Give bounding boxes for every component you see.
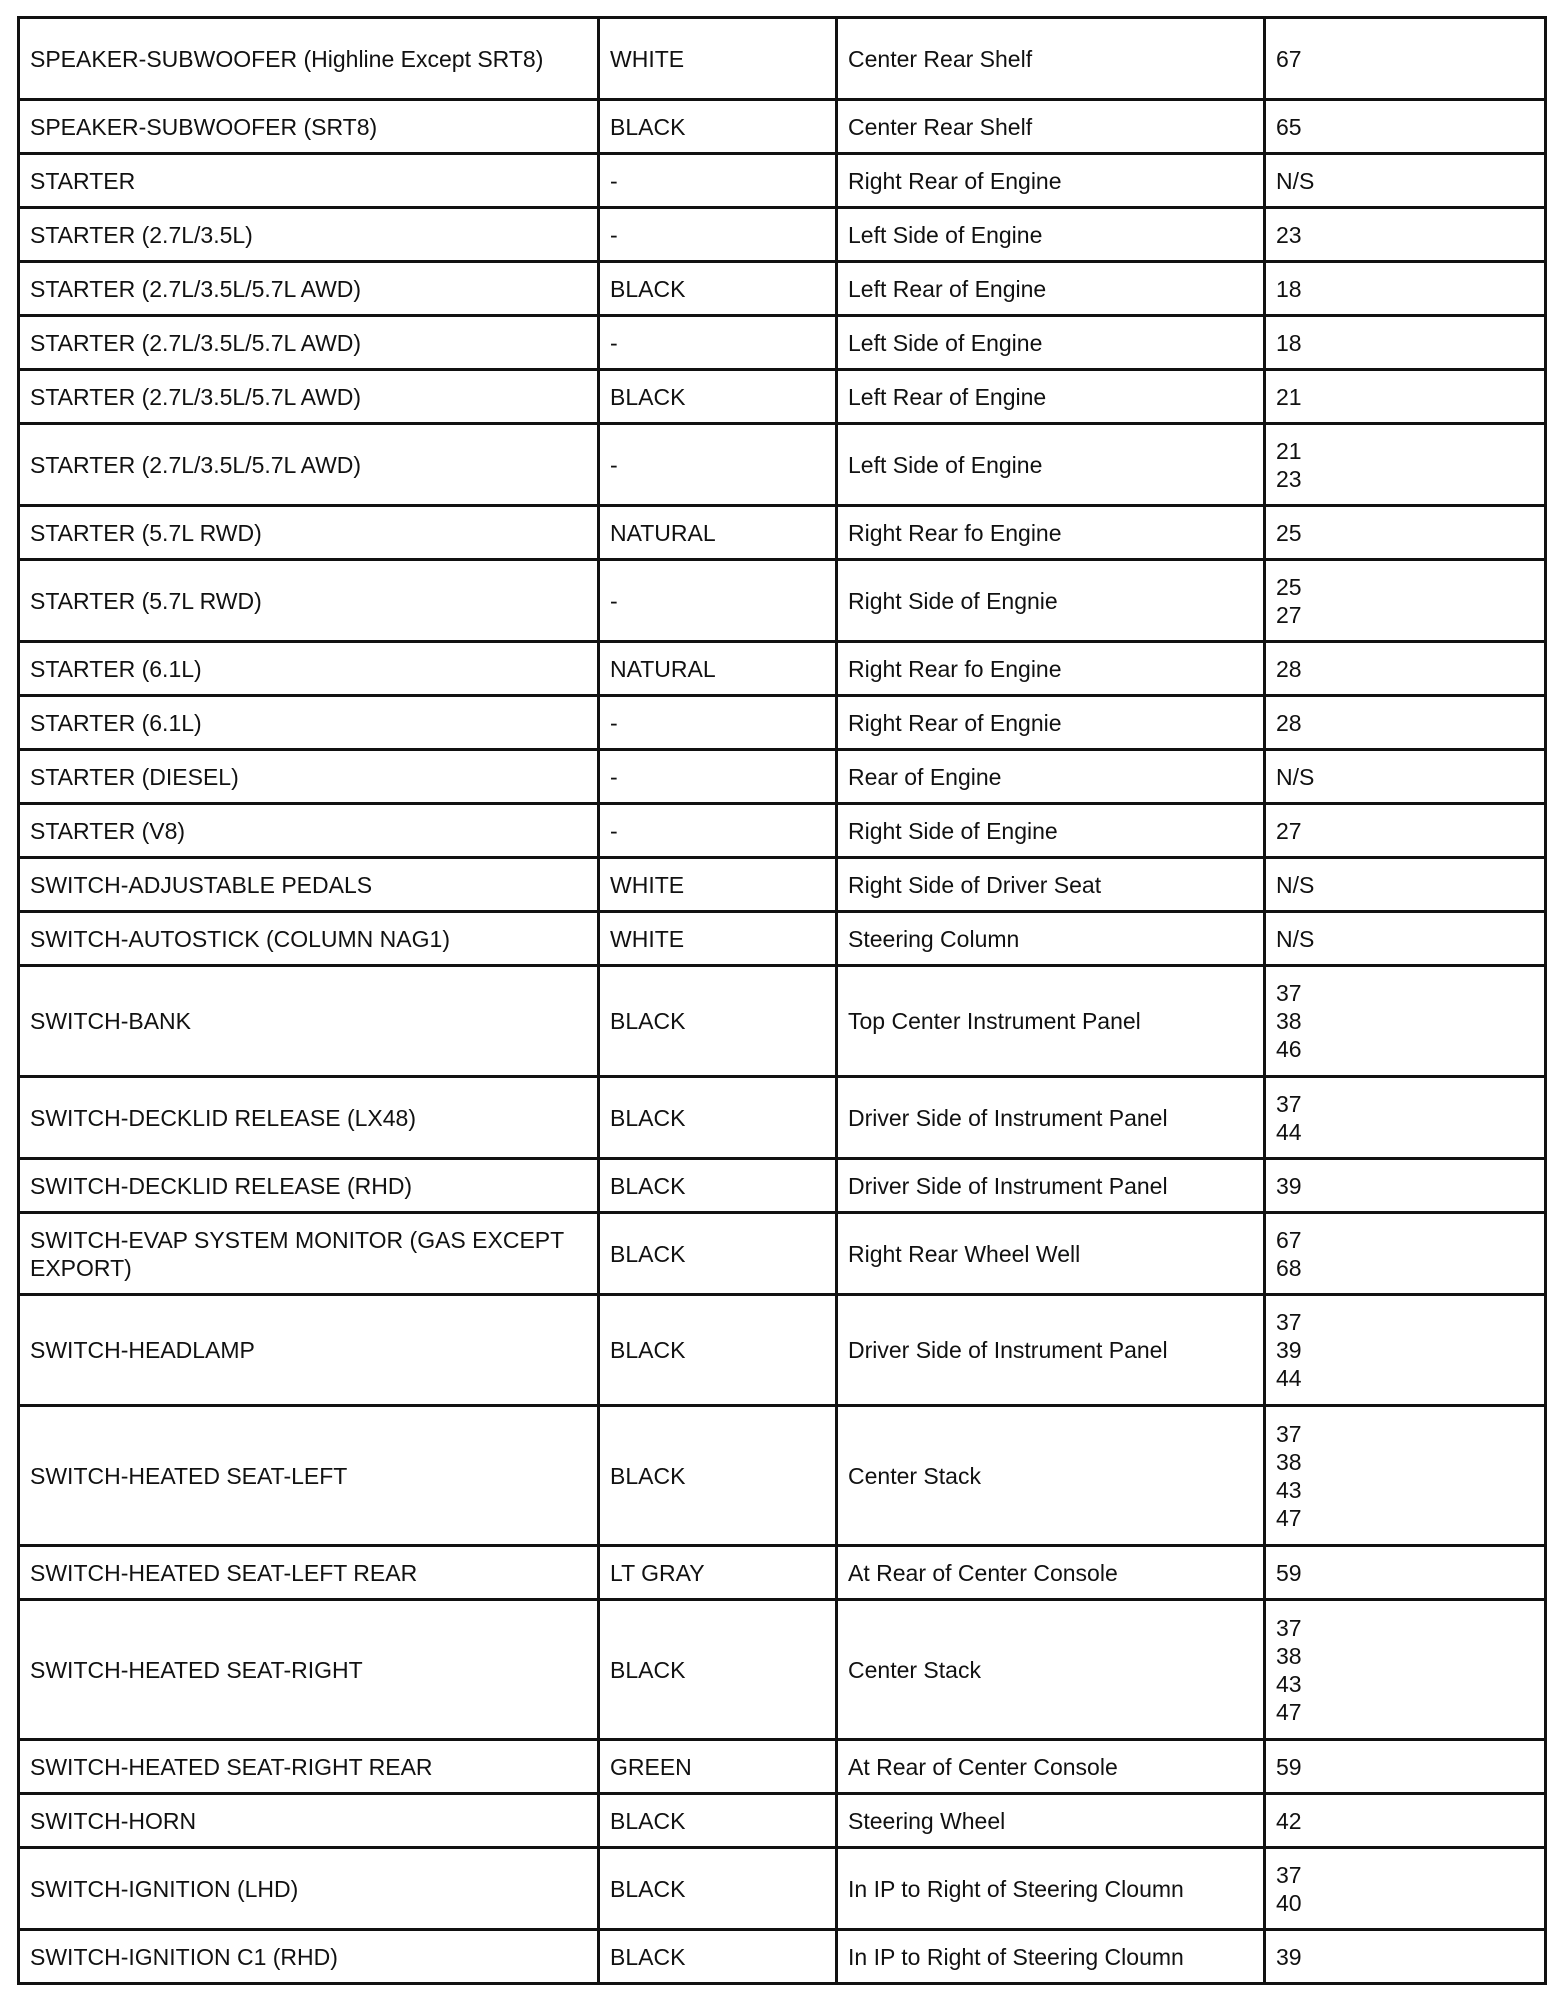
figure-number: 47 <box>1276 1504 1302 1531</box>
table-body <box>19 18 1546 1984</box>
connector-figure-cell <box>1265 1848 1546 1930</box>
figure-number: 37 <box>1276 1614 1302 1641</box>
connector-figure-cell <box>1265 370 1546 424</box>
figure-number: 43 <box>1276 1670 1302 1697</box>
connector-color-cell: BLACK <box>599 1077 837 1159</box>
connector-figure-cell <box>1265 1406 1546 1546</box>
connector-location-cell: Right Side of Engine <box>837 804 1265 858</box>
table-row <box>19 858 1546 912</box>
connector-name-cell: STARTER (2.7L/3.5L/5.7L AWD) <box>19 316 599 370</box>
table-row <box>19 912 1546 966</box>
connector-color-cell: WHITE <box>599 912 837 966</box>
figure-number: 38 <box>1276 1008 1302 1034</box>
connector-figure-cell <box>1265 1546 1546 1600</box>
connector-color-cell: BLACK <box>599 100 837 154</box>
table-row <box>19 18 1546 100</box>
connector-location-cell: Right Rear Wheel Well <box>837 1213 1265 1295</box>
connector-color-cell: BLACK <box>599 1295 837 1406</box>
figure-number: 18 <box>1276 329 1302 356</box>
connector-color-cell: BLACK <box>599 1600 837 1740</box>
connector-location-cell: In IP to Right of Steering Cloumn <box>837 1848 1265 1930</box>
figure-number: 40 <box>1276 1889 1302 1916</box>
connector-location-cell: Top Center Instrument Panel <box>837 966 1265 1077</box>
connector-color-cell: BLACK <box>599 370 837 424</box>
connector-figure-cell <box>1265 1213 1546 1295</box>
table-row <box>19 370 1546 424</box>
figure-number: 28 <box>1276 655 1302 682</box>
table-row <box>19 560 1546 642</box>
connector-figure-cell <box>1265 966 1546 1077</box>
connector-location-cell: In IP to Right of Steering Cloumn <box>837 1930 1265 1984</box>
connector-location-cell: At Rear of Center Console <box>837 1740 1265 1794</box>
table-row <box>19 1930 1546 1984</box>
table-row <box>19 1794 1546 1848</box>
connector-name-cell: SWITCH-HORN <box>19 1794 599 1848</box>
connector-location-cell: Driver Side of Instrument Panel <box>837 1077 1265 1159</box>
table-row <box>19 1600 1546 1740</box>
figure-number: 21 <box>1276 383 1302 410</box>
connector-location-cell: Left Rear of Engine <box>837 370 1265 424</box>
connector-color-cell: - <box>599 316 837 370</box>
figure-number: 59 <box>1276 1753 1302 1780</box>
connector-figure-cell <box>1265 506 1546 560</box>
connector-location-cell: Steering Wheel <box>837 1794 1265 1848</box>
connector-color-cell: BLACK <box>599 1159 837 1213</box>
connector-color-cell: - <box>599 154 837 208</box>
connector-location-cell: Driver Side of Instrument Panel <box>837 1295 1265 1406</box>
connector-figure-cell <box>1265 1295 1546 1406</box>
figure-number: 59 <box>1276 1559 1302 1586</box>
connector-figure-cell <box>1265 100 1546 154</box>
figure-number: 46 <box>1276 1036 1302 1062</box>
figure-number: 25 <box>1276 573 1302 600</box>
table-row <box>19 1406 1546 1546</box>
connector-table <box>17 16 1547 1985</box>
connector-color-cell: - <box>599 208 837 262</box>
connector-color-cell: BLACK <box>599 1794 837 1848</box>
connector-name-cell: SWITCH-HEADLAMP <box>19 1295 599 1406</box>
connector-location-cell: Left Side of Engine <box>837 316 1265 370</box>
connector-name-cell: STARTER (6.1L) <box>19 642 599 696</box>
connector-figure-cell <box>1265 1077 1546 1159</box>
connector-location-cell: Center Rear Shelf <box>837 100 1265 154</box>
connector-color-cell: BLACK <box>599 262 837 316</box>
figure-number: 28 <box>1276 709 1302 736</box>
connector-name-cell: SWITCH-IGNITION C1 (RHD) <box>19 1930 599 1984</box>
connector-color-cell: - <box>599 696 837 750</box>
figure-number: 25 <box>1276 519 1302 546</box>
figure-number: 39 <box>1276 1943 1302 1970</box>
connector-name-cell: SWITCH-EVAP SYSTEM MONITOR (GAS EXCEPT EXPORT) <box>19 1213 599 1295</box>
table-row <box>19 1295 1546 1406</box>
figure-number: 18 <box>1276 275 1302 302</box>
figure-number: 65 <box>1276 113 1302 140</box>
figure-number: N/S <box>1276 871 1315 898</box>
connector-color-cell: WHITE <box>599 858 837 912</box>
figure-number: N/S <box>1276 925 1315 952</box>
connector-location-cell: Driver Side of Instrument Panel <box>837 1159 1265 1213</box>
table-row <box>19 642 1546 696</box>
connector-name-cell: SWITCH-ADJUSTABLE PEDALS <box>19 858 599 912</box>
table-row <box>19 208 1546 262</box>
connector-color-cell: - <box>599 424 837 506</box>
figure-number: 37 <box>1276 1090 1302 1117</box>
connector-color-cell: BLACK <box>599 1213 837 1295</box>
connector-name-cell: SWITCH-AUTOSTICK (COLUMN NAG1) <box>19 912 599 966</box>
connector-color-cell: WHITE <box>599 18 837 100</box>
connector-name-cell: SWITCH-HEATED SEAT-RIGHT <box>19 1600 599 1740</box>
connector-figure-cell <box>1265 858 1546 912</box>
figure-number: 27 <box>1276 601 1302 628</box>
figure-number: 68 <box>1276 1254 1302 1281</box>
connector-location-cell: Right Rear of Engnie <box>837 696 1265 750</box>
table-row <box>19 154 1546 208</box>
connector-figure-cell <box>1265 208 1546 262</box>
connector-location-cell: Right Rear of Engine <box>837 154 1265 208</box>
connector-color-cell: - <box>599 560 837 642</box>
table-row <box>19 316 1546 370</box>
connector-name-cell: STARTER (5.7L RWD) <box>19 560 599 642</box>
connector-color-cell: BLACK <box>599 966 837 1077</box>
connector-location-cell: Right Rear fo Engine <box>837 506 1265 560</box>
connector-color-cell: LT GRAY <box>599 1546 837 1600</box>
figure-number: 37 <box>1276 980 1302 1006</box>
figure-number: 23 <box>1276 221 1302 248</box>
connector-name-cell: SWITCH-BANK <box>19 966 599 1077</box>
connector-name-cell: STARTER (2.7L/3.5L/5.7L AWD) <box>19 262 599 316</box>
figure-number: 21 <box>1276 437 1302 464</box>
connector-color-cell: NATURAL <box>599 642 837 696</box>
figure-number: 47 <box>1276 1698 1302 1725</box>
figure-number: 38 <box>1276 1642 1302 1669</box>
connector-figure-cell <box>1265 424 1546 506</box>
table-row <box>19 100 1546 154</box>
connector-name-cell: STARTER <box>19 154 599 208</box>
table-row <box>19 1213 1546 1295</box>
connector-figure-cell <box>1265 1159 1546 1213</box>
connector-name-cell: SPEAKER-SUBWOOFER (SRT8) <box>19 100 599 154</box>
figure-number: 37 <box>1276 1309 1302 1335</box>
connector-name-cell: STARTER (V8) <box>19 804 599 858</box>
connector-name-cell: STARTER (DIESEL) <box>19 750 599 804</box>
table-row <box>19 1159 1546 1213</box>
figure-number: 39 <box>1276 1337 1302 1363</box>
figure-number: 38 <box>1276 1448 1302 1475</box>
connector-name-cell: STARTER (2.7L/3.5L/5.7L AWD) <box>19 424 599 506</box>
connector-location-cell: Left Side of Engine <box>837 424 1265 506</box>
connector-location-cell: Left Rear of Engine <box>837 262 1265 316</box>
connector-figure-cell <box>1265 804 1546 858</box>
connector-figure-cell <box>1265 18 1546 100</box>
connector-name-cell: SWITCH-DECKLID RELEASE (LX48) <box>19 1077 599 1159</box>
figure-number: 44 <box>1276 1118 1302 1145</box>
connector-location-cell: Left Side of Engine <box>837 208 1265 262</box>
connector-name-cell: STARTER (2.7L/3.5L) <box>19 208 599 262</box>
connector-location-cell: Right Side of Engnie <box>837 560 1265 642</box>
figure-number: 42 <box>1276 1807 1302 1834</box>
connector-locator-sheet <box>17 16 1544 1985</box>
connector-figure-cell <box>1265 316 1546 370</box>
connector-figure-cell <box>1265 262 1546 316</box>
figure-number: 37 <box>1276 1420 1302 1447</box>
figure-number: 39 <box>1276 1172 1302 1199</box>
connector-color-cell: - <box>599 750 837 804</box>
figure-number: 67 <box>1276 45 1302 72</box>
connector-figure-cell <box>1265 154 1546 208</box>
connector-name-cell: SWITCH-IGNITION (LHD) <box>19 1848 599 1930</box>
connector-location-cell: Right Rear fo Engine <box>837 642 1265 696</box>
table-row <box>19 506 1546 560</box>
connector-location-cell: Steering Column <box>837 912 1265 966</box>
connector-location-cell: Center Stack <box>837 1406 1265 1546</box>
connector-figure-cell <box>1265 560 1546 642</box>
connector-figure-cell <box>1265 642 1546 696</box>
connector-location-cell: Center Rear Shelf <box>837 18 1265 100</box>
connector-figure-cell <box>1265 1794 1546 1848</box>
table-row <box>19 424 1546 506</box>
table-row <box>19 1740 1546 1794</box>
connector-color-cell: BLACK <box>599 1406 837 1546</box>
connector-figure-cell <box>1265 1740 1546 1794</box>
table-row <box>19 1546 1546 1600</box>
connector-name-cell: STARTER (5.7L RWD) <box>19 506 599 560</box>
connector-name-cell: SPEAKER-SUBWOOFER (Highline Except SRT8) <box>19 18 599 100</box>
table-row <box>19 966 1546 1077</box>
connector-figure-cell <box>1265 912 1546 966</box>
connector-location-cell: Rear of Engine <box>837 750 1265 804</box>
connector-location-cell: Right Side of Driver Seat <box>837 858 1265 912</box>
figure-number: 27 <box>1276 817 1302 844</box>
figure-number: 23 <box>1276 465 1302 492</box>
connector-location-cell: At Rear of Center Console <box>837 1546 1265 1600</box>
table-row <box>19 750 1546 804</box>
table-row <box>19 696 1546 750</box>
table-row <box>19 1848 1546 1930</box>
connector-color-cell: BLACK <box>599 1848 837 1930</box>
connector-name-cell: STARTER (2.7L/3.5L/5.7L AWD) <box>19 370 599 424</box>
figure-number: 44 <box>1276 1365 1302 1391</box>
connector-figure-cell <box>1265 696 1546 750</box>
figure-number: 67 <box>1276 1226 1302 1253</box>
connector-figure-cell <box>1265 1930 1546 1984</box>
connector-color-cell: BLACK <box>599 1930 837 1984</box>
connector-color-cell: GREEN <box>599 1740 837 1794</box>
connector-figure-cell <box>1265 750 1546 804</box>
figure-number: 43 <box>1276 1476 1302 1503</box>
figure-number: N/S <box>1276 763 1315 790</box>
connector-name-cell: STARTER (6.1L) <box>19 696 599 750</box>
figure-number: 37 <box>1276 1861 1302 1888</box>
connector-figure-cell <box>1265 1600 1546 1740</box>
connector-name-cell: SWITCH-DECKLID RELEASE (RHD) <box>19 1159 599 1213</box>
figure-number: N/S <box>1276 167 1315 194</box>
table-row <box>19 804 1546 858</box>
connector-name-cell: SWITCH-HEATED SEAT-LEFT REAR <box>19 1546 599 1600</box>
table-row <box>19 262 1546 316</box>
table-row <box>19 1077 1546 1159</box>
connector-color-cell: NATURAL <box>599 506 837 560</box>
connector-location-cell: Center Stack <box>837 1600 1265 1740</box>
connector-name-cell: SWITCH-HEATED SEAT-RIGHT REAR <box>19 1740 599 1794</box>
connector-name-cell: SWITCH-HEATED SEAT-LEFT <box>19 1406 599 1546</box>
connector-color-cell: - <box>599 804 837 858</box>
